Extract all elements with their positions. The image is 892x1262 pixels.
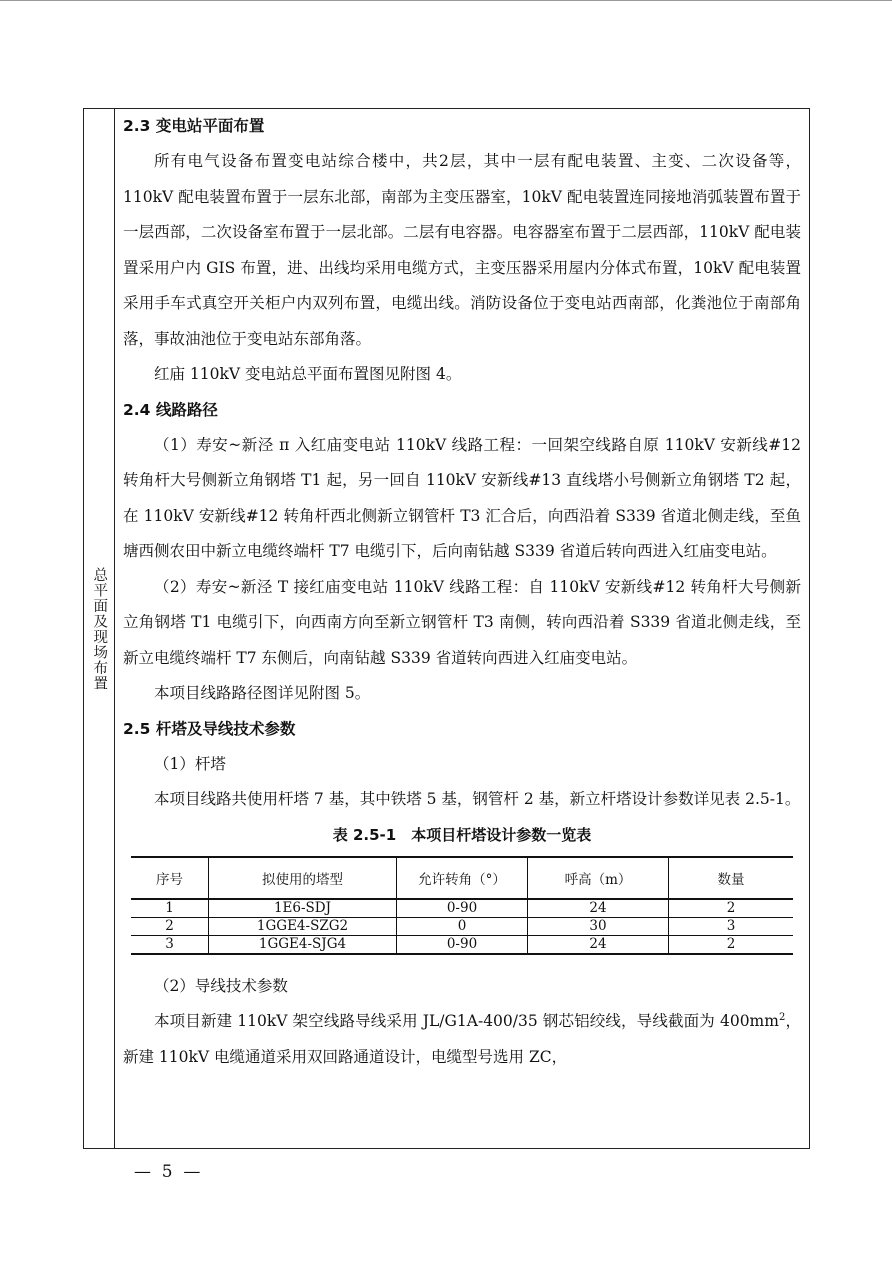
- table-cell: 1GGE4-SJG4: [209, 935, 397, 954]
- table-header-cell: 呼高（m）: [528, 857, 669, 899]
- subheading: （2）导线技术参数: [154, 976, 288, 995]
- table-cell: 3: [669, 917, 794, 935]
- table-caption: 表 2.5-1 本项目杆塔设计参数一览表: [332, 825, 592, 844]
- content-cell: [115, 109, 809, 1148]
- table-header-cell: 拟使用的塔型: [209, 857, 397, 899]
- table-cell: 24: [528, 899, 669, 918]
- table-cell: 2: [669, 935, 794, 954]
- top-rule: [0, 0, 892, 1]
- paragraph: 所有电气设备布置变电站综合楼中，共2层，其中一层有配电装置、主变、二次设备等，110kV 配电装置布置于一层东北部，南部为主变压器室，10kV 配电装置连同接地消弧装置布置于一层西部，二次设备室布置于一层北部。二层有电容器。电容器室布置于二层西部，110kV 配电装置采用户内 GIS 布置，进、出线均采用电缆方式，主变压器采用屋内分体式布置，10kV 配电装置采用手车式真空开关柜户内双列布置，电缆出线。消防设备位于变电站西南部，化粪池位于南部角落，事故油池位于变电站东部角落。: [123, 152, 801, 348]
- table-cell: 0-90: [397, 935, 528, 954]
- table-cell: 30: [528, 917, 669, 935]
- table-cell: 2: [669, 899, 794, 918]
- table-header-row: [131, 857, 793, 899]
- section-heading-2-5: 2.5 杆塔及导线技术参数: [123, 719, 296, 738]
- side-label: 总平面及现场布置: [91, 566, 108, 691]
- paragraph: （2）寿安~新泾 T 接红庙变电站 110kV 线路工程：自 110kV 安新线#12 转角杆大号侧新立角钢塔 T1 电缆引下，向西南方向至新立钢管杆 T3 南侧，转向西沿着 S339 省道北侧走线，至新立电缆终端杆 T7 东侧后，向南钻越 S339 省道转向西进入红庙变电站。: [123, 577, 801, 667]
- table-cell: 1GGE4-SZG2: [209, 917, 397, 935]
- section-heading-2-4: 2.4 线路路径: [123, 400, 218, 419]
- section-heading-2-3: 2.3 变电站平面布置: [123, 117, 265, 135]
- table-row: [131, 917, 793, 935]
- paragraph: （1）寿安~新泾 π 入红庙变电站 110kV 线路工程：一回架空线路自原 110kV 安新线#12 转角杆大号侧新立角钢塔 T1 起，另一回自 110kV 安新线#13 直线塔小号侧新立角钢塔 T2 起，在 110kV 安新线#12 转角杆西北侧新立钢管杆 T3 汇合后，向西沿着 S339 省道北侧走线，至鱼塘西侧农田中新立电缆终端杆 T7 电缆引下，后向南钻越 S339 省道后转向西进入红庙变电站。: [123, 435, 801, 560]
- table-cell: 1E6-SDJ: [209, 899, 397, 918]
- table-cell: 24: [528, 935, 669, 954]
- page-number: — 5 —: [134, 1162, 201, 1182]
- superscript: 2: [778, 1011, 786, 1023]
- paragraph: 本项目线路共使用杆塔 7 基，其中铁塔 5 基，钢管杆 2 基，新立杆塔设计参数详见表 2.5-1。: [154, 790, 801, 808]
- paragraph: 本项目线路路径图详见附图 5。: [154, 684, 371, 702]
- subheading: （1）杆塔: [154, 754, 226, 773]
- table-cell: 0-90: [397, 899, 528, 918]
- paragraph-text: ，新建 110kV 电缆通道采用双回路通道设计，电缆型号选用 ZC，: [123, 1012, 801, 1066]
- table-cell: 3: [131, 935, 209, 954]
- table-cell: 0: [397, 917, 528, 935]
- table-cell: 2: [131, 917, 209, 935]
- side-label-cell: [84, 109, 115, 1148]
- table-row: [131, 899, 793, 918]
- table-header-cell: 序号: [131, 857, 209, 899]
- paragraph: 红庙 110kV 变电站总平面布置图见附图 4。: [154, 365, 462, 383]
- table-cell: 1: [165, 899, 174, 916]
- tower-params-table: [131, 856, 793, 955]
- table-row: [131, 935, 793, 954]
- table-header-cell: 允许转角（°）: [397, 857, 528, 899]
- form-frame: [83, 108, 810, 1149]
- table-header-cell: 数量: [669, 857, 794, 899]
- paragraph-text: 本项目新建 110kV 架空线路导线采用 JL/G1A-400/35 钢芯铝绞线，导线截面为 400mm: [154, 1012, 779, 1030]
- paragraph: [123, 1004, 801, 1075]
